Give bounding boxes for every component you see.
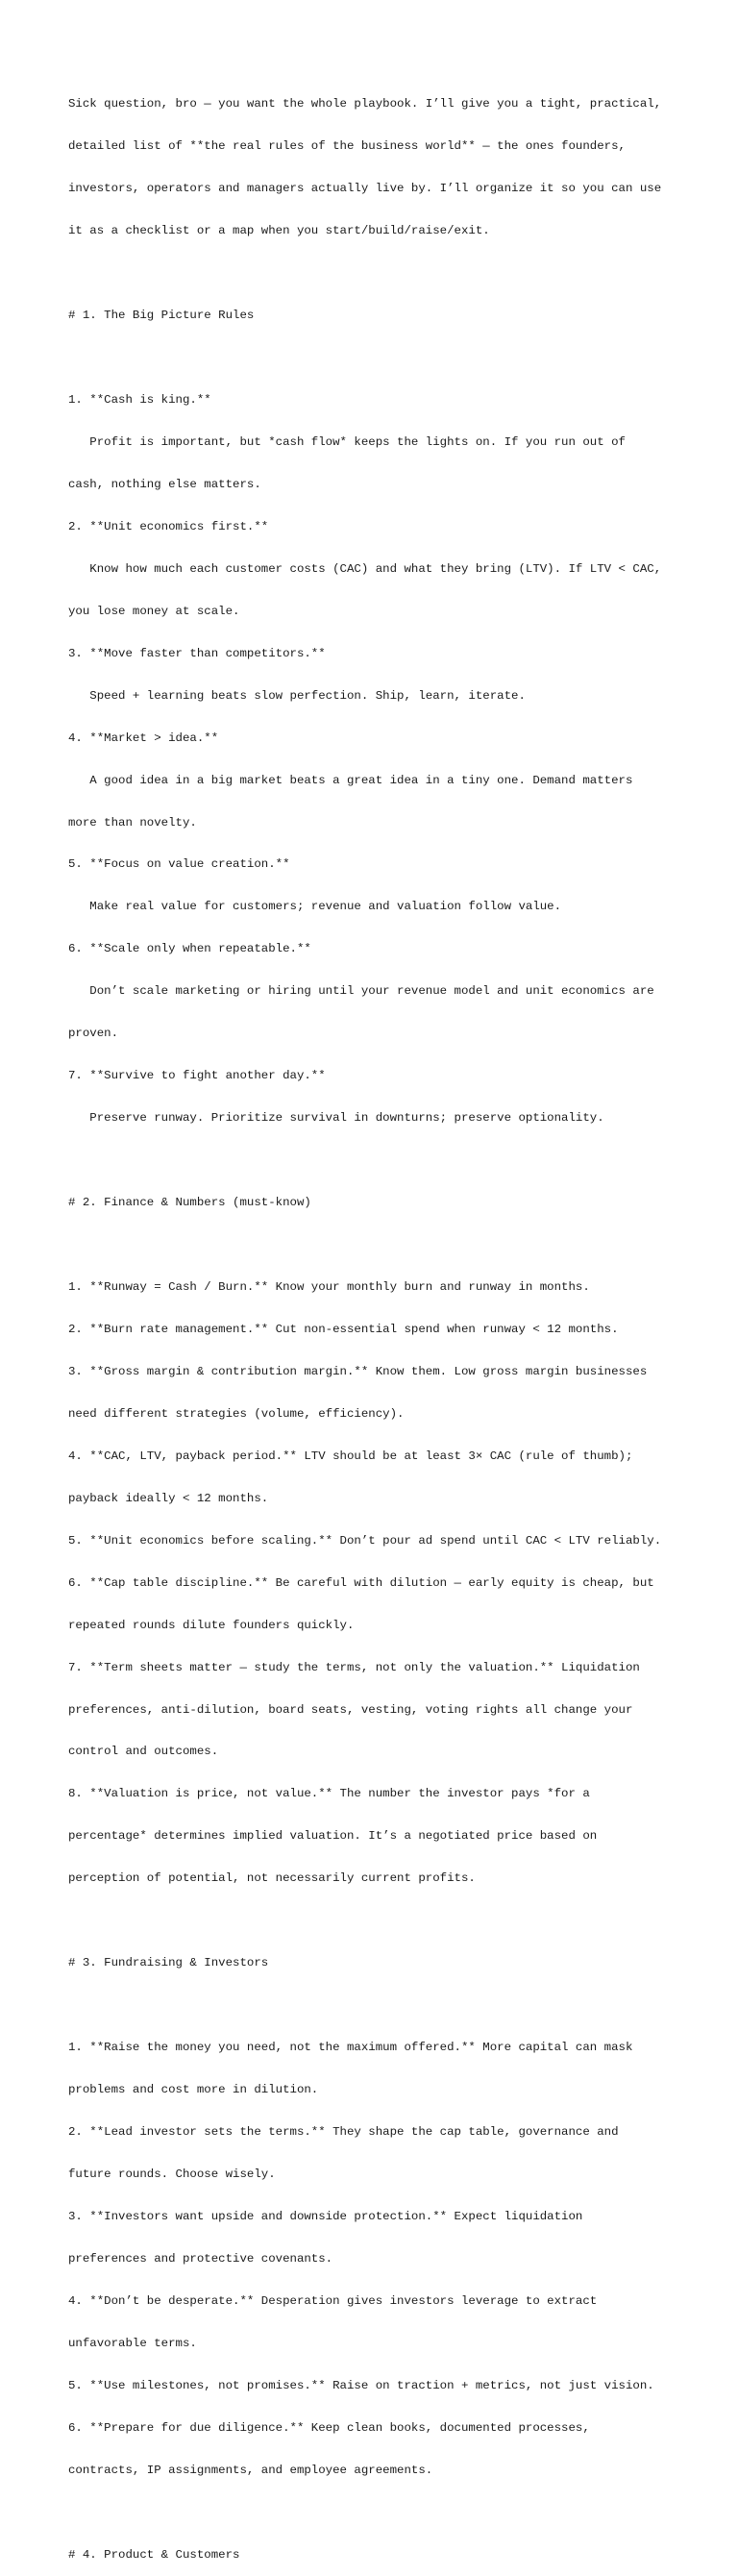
list-item: more than novelty. [68,815,197,830]
list-item: Make real value for customers; revenue and valuation follow value. [68,900,562,914]
list-item: 2. **Lead investor sets the terms.** They shape the cap table, governance and [68,2125,619,2140]
list-item: 6. **Prepare for due diligence.** Keep clean books, documented processes, [68,2420,590,2435]
list-item: 5. **Unit economics before scaling.** Don’t pour ad spend until CAC < LTV reliably. [68,1533,662,1548]
list-item: payback ideally < 12 months. [68,1491,269,1505]
list-item: proven. [68,1027,119,1041]
blank-line [68,1238,683,1252]
list-item: 2. **Unit economics first.** [68,519,269,533]
list-item: Speed + learning beats slow perfection. Ship, learn, iterate. [68,688,526,703]
document-body [68,69,683,2576]
list-item: Know how much each customer costs (CAC) and what they bring (LTV). If LTV < CAC, [68,561,662,576]
list-item: percentage* determines implied valuation. It’s a negotiated price based on [68,1829,598,1844]
list-item: problems and cost more in dilution. [68,2083,319,2097]
list-item: 3. **Gross margin & contribution margin.** Know them. Low gross margin businesses [68,1364,648,1378]
list-item: 4. **Don’t be desperate.** Desperation gives investors leverage to extract [68,2293,598,2308]
list-item: 3. **Move faster than competitors.** [68,646,326,660]
list-item: 4. **Market > idea.** [68,731,219,745]
list-item: 7. **Survive to fight another day.** [68,1069,326,1083]
intro-line: detailed list of **the real rules of the business world** — the ones founders, [68,139,626,154]
list-item: 1. **Raise the money you need, not the maximum offered.** More capital can mask [68,2041,633,2055]
list-item: 6. **Cap table discipline.** Be careful with dilution — early equity is cheap, but [68,1575,654,1590]
list-item: unfavorable terms. [68,2336,197,2350]
intro-line: it as a checklist or a map when you start/build/raise/exit. [68,224,490,238]
intro-line: investors, operators and managers actually live by. I’ll organize it so you can use [68,182,662,196]
section-heading: # 2. Finance & Numbers (must-know) [68,1196,311,1210]
list-item: 5. **Focus on value creation.** [68,857,290,872]
list-item: you lose money at scale. [68,604,240,618]
list-item: 1. **Runway = Cash / Burn.** Know your monthly burn and runway in months. [68,1280,590,1294]
section-heading: # 4. Product & Customers [68,2547,240,2562]
list-item: perception of potential, not necessarily current profits. [68,1871,476,1886]
list-item: Preserve runway. Prioritize survival in downturns; preserve optionality. [68,1111,604,1126]
list-item: 6. **Scale only when repeatable.** [68,942,311,956]
list-item: preferences and protective covenants. [68,2251,333,2266]
list-item: 4. **CAC, LTV, payback period.** LTV should be at least 3× CAC (rule of thumb); [68,1449,633,1463]
list-item: cash, nothing else matters. [68,477,261,491]
list-item: repeated rounds dilute founders quickly. [68,1618,355,1632]
blank-line [68,351,683,365]
list-item: preferences, anti-dilution, board seats, vesting, voting rights all change your [68,1702,633,1717]
intro-line: Sick question, bro — you want the whole playbook. I’ll give you a tight, practical, [68,97,662,111]
list-item: Profit is important, but *cash flow* keeps the lights on. If you run out of [68,434,626,449]
section-heading: # 1. The Big Picture Rules [68,309,255,323]
list-item: need different strategies (volume, efficiency). [68,1406,405,1421]
list-item: Don’t scale marketing or hiring until your revenue model and unit economics are [68,984,654,999]
list-item: contracts, IP assignments, and employee agreements. [68,2463,433,2477]
list-item: 1. **Cash is king.** [68,392,211,407]
list-item: 8. **Valuation is price, not value.** The number the investor pays *for a [68,1787,590,1801]
blank-line [68,2506,683,2520]
list-item: 3. **Investors want upside and downside protection.** Expect liquidation [68,2209,583,2223]
blank-line [68,1153,683,1168]
blank-line [68,266,683,281]
list-item: 5. **Use milestones, not promises.** Raise on traction + metrics, not just vision. [68,2378,654,2392]
list-item: 7. **Term sheets matter — study the terms, not only the valuation.** Liquidation [68,1660,640,1674]
blank-line [68,1998,683,2013]
list-item: future rounds. Choose wisely. [68,2167,276,2182]
blank-line [68,1914,683,1928]
section-heading: # 3. Fundraising & Investors [68,1956,269,1970]
list-item: control and outcomes. [68,1745,219,1759]
list-item: 2. **Burn rate management.** Cut non-essential spend when runway < 12 months. [68,1322,619,1336]
list-item: A good idea in a big market beats a great idea in a tiny one. Demand matters [68,773,633,787]
